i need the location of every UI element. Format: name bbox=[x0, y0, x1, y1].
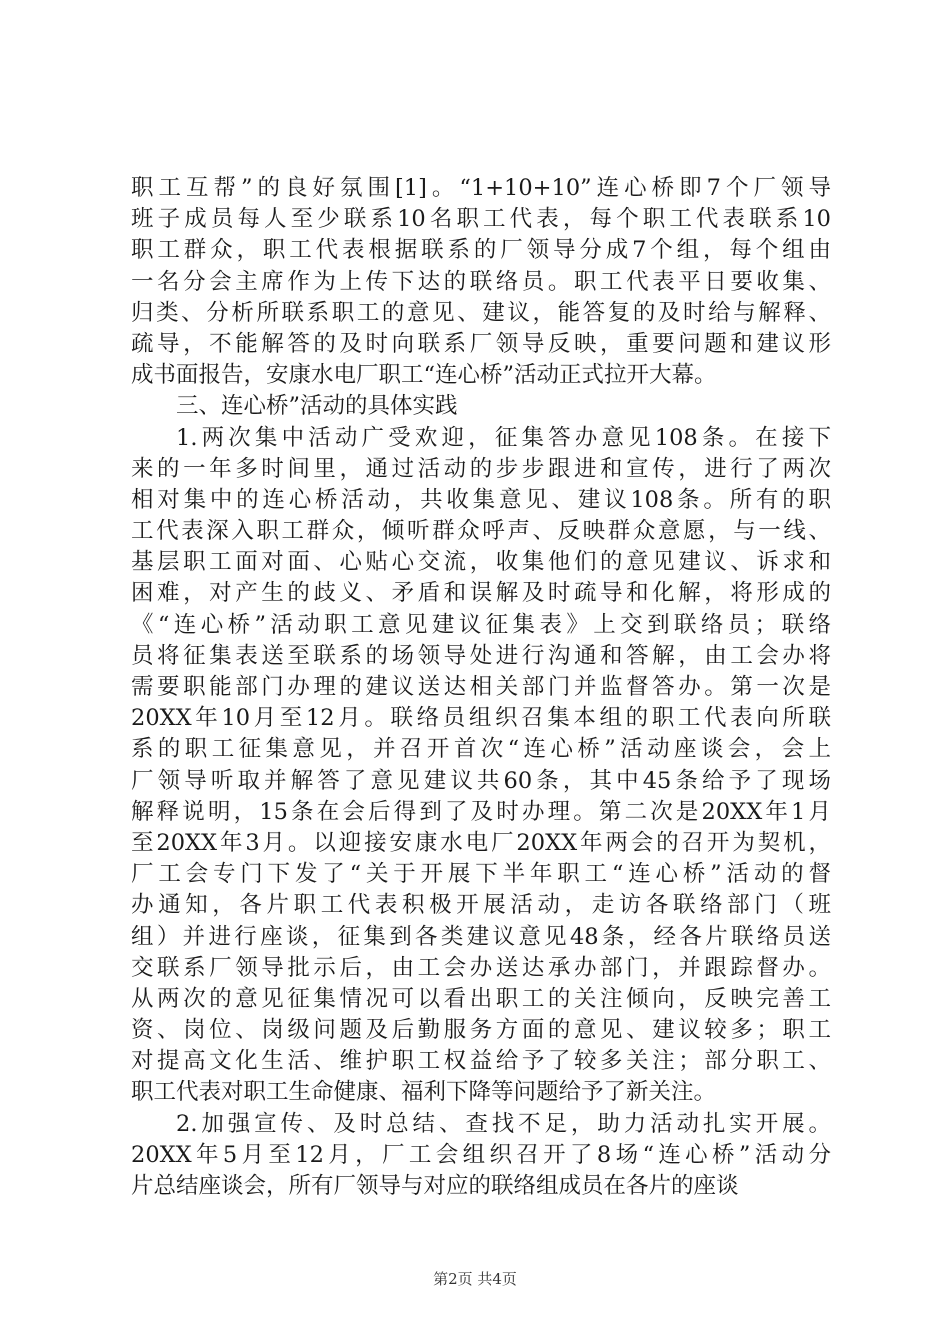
text-line: 系的职工征集意见，并召开首次“连心桥”活动座谈会，会上 bbox=[131, 736, 831, 763]
text-line: 困难，对产生的歧义、矛盾和误解及时疏导和化解，将形成的 bbox=[131, 580, 831, 607]
text-line: 班子成员每人至少联系10名职工代表，每个职工代表联系10 bbox=[131, 206, 831, 233]
text-line: 职工群众，职工代表根据联系的厂领导分成7个组，每个组由 bbox=[131, 237, 831, 264]
text-line: 解释说明，15条在会后得到了及时办理。第二次是20XX年1月 bbox=[131, 798, 831, 825]
text-line: 相对集中的连心桥活动，共收集意见、建议108条。所有的职 bbox=[131, 486, 831, 513]
text-line: 资、岗位、岗级问题及后勤服务方面的意见、建议较多；职工 bbox=[131, 1017, 831, 1044]
text-line: 一名分会主席作为上传下达的联络员。职工代表平日要收集、 bbox=[131, 268, 831, 295]
text-line: 对提高文化生活、维护职工权益给予了较多关注；部分职工、 bbox=[131, 1048, 831, 1075]
text-line: 1.两次集中活动广受欢迎，征集答办意见108条。在接下 bbox=[176, 424, 831, 451]
text-line: 员将征集表送至联系的场领导处进行沟通和答解，由工会办将 bbox=[131, 642, 831, 669]
text-line: 工代表深入职工群众，倾听群众呼声、反映群众意愿，与一线、 bbox=[131, 518, 831, 545]
text-line: 《“连心桥”活动职工意见建议征集表》上交到联络员；联络 bbox=[131, 611, 831, 638]
text-line: 疏导，不能解答的及时向联系厂领导反映，重要问题和建议形 bbox=[131, 330, 831, 357]
text-line: 20XX年10月至12月。联络员组织召集本组的职工代表向所联 bbox=[131, 705, 831, 732]
text-line: 基层职工面对面、心贴心交流，收集他们的意见建议、诉求和 bbox=[131, 549, 831, 576]
text-line: 需要职能部门办理的建议送达相关部门并监督答办。第一次是 bbox=[131, 674, 831, 700]
text-line: 三、连心桥”活动的具体实践 bbox=[176, 393, 458, 420]
paragraph bbox=[131, 391, 831, 422]
text-line: 厂工会专门下发了“关于开展下半年职工“连心桥”活动的督 bbox=[131, 861, 831, 888]
text-line: 交联系厂领导批示后，由工会办送达承办部门，并跟踪督办。 bbox=[131, 954, 831, 981]
text-line: 片总结座谈会，所有厂领导与对应的联络组成员在各片的座谈 bbox=[131, 1173, 739, 1199]
document-body bbox=[131, 173, 831, 1202]
text-line: 20XX年5月至12月，厂工会组织召开了8场“连心桥”活动分 bbox=[131, 1141, 831, 1168]
paragraph bbox=[131, 423, 831, 1109]
paragraph bbox=[131, 1109, 831, 1203]
text-line: 厂领导听取并解答了意见建议共60条，其中45条给予了现场 bbox=[131, 767, 831, 794]
paragraph bbox=[131, 173, 831, 391]
text-line: 组）并进行座谈，征集到各类建议意见48条，经各片联络员送 bbox=[131, 923, 831, 950]
text-line: 办通知，各片职工代表积极开展活动，走访各联络部门（班 bbox=[131, 892, 831, 919]
page-footer: 第2页 共4页 bbox=[433, 1270, 517, 1288]
text-line: 2.加强宣传、及时总结、查找不足，助力活动扎实开展。 bbox=[176, 1110, 831, 1137]
text-line: 成书面报告，安康水电厂职工“连心桥”活动正式拉开大幕。 bbox=[131, 362, 717, 389]
text-line: 从两次的意见征集情况可以看出职工的关注倾向，反映完善工 bbox=[131, 985, 831, 1012]
text-line: 至20XX年3月。以迎接安康水电厂20XX年两会的召开为契机， bbox=[131, 829, 831, 856]
text-line: 来的一年多时间里，通过活动的步步跟进和宣传，进行了两次 bbox=[131, 455, 831, 482]
text-line: 归类、分析所联系职工的意见、建议，能答复的及时给与解释、 bbox=[131, 299, 831, 326]
text-line: 职工互帮”的良好氛围[1]。“1+10+10”连心桥即7个厂领导 bbox=[131, 175, 831, 201]
text-line: 职工代表对职工生命健康、福利下降等问题给予了新关注。 bbox=[131, 1079, 717, 1106]
